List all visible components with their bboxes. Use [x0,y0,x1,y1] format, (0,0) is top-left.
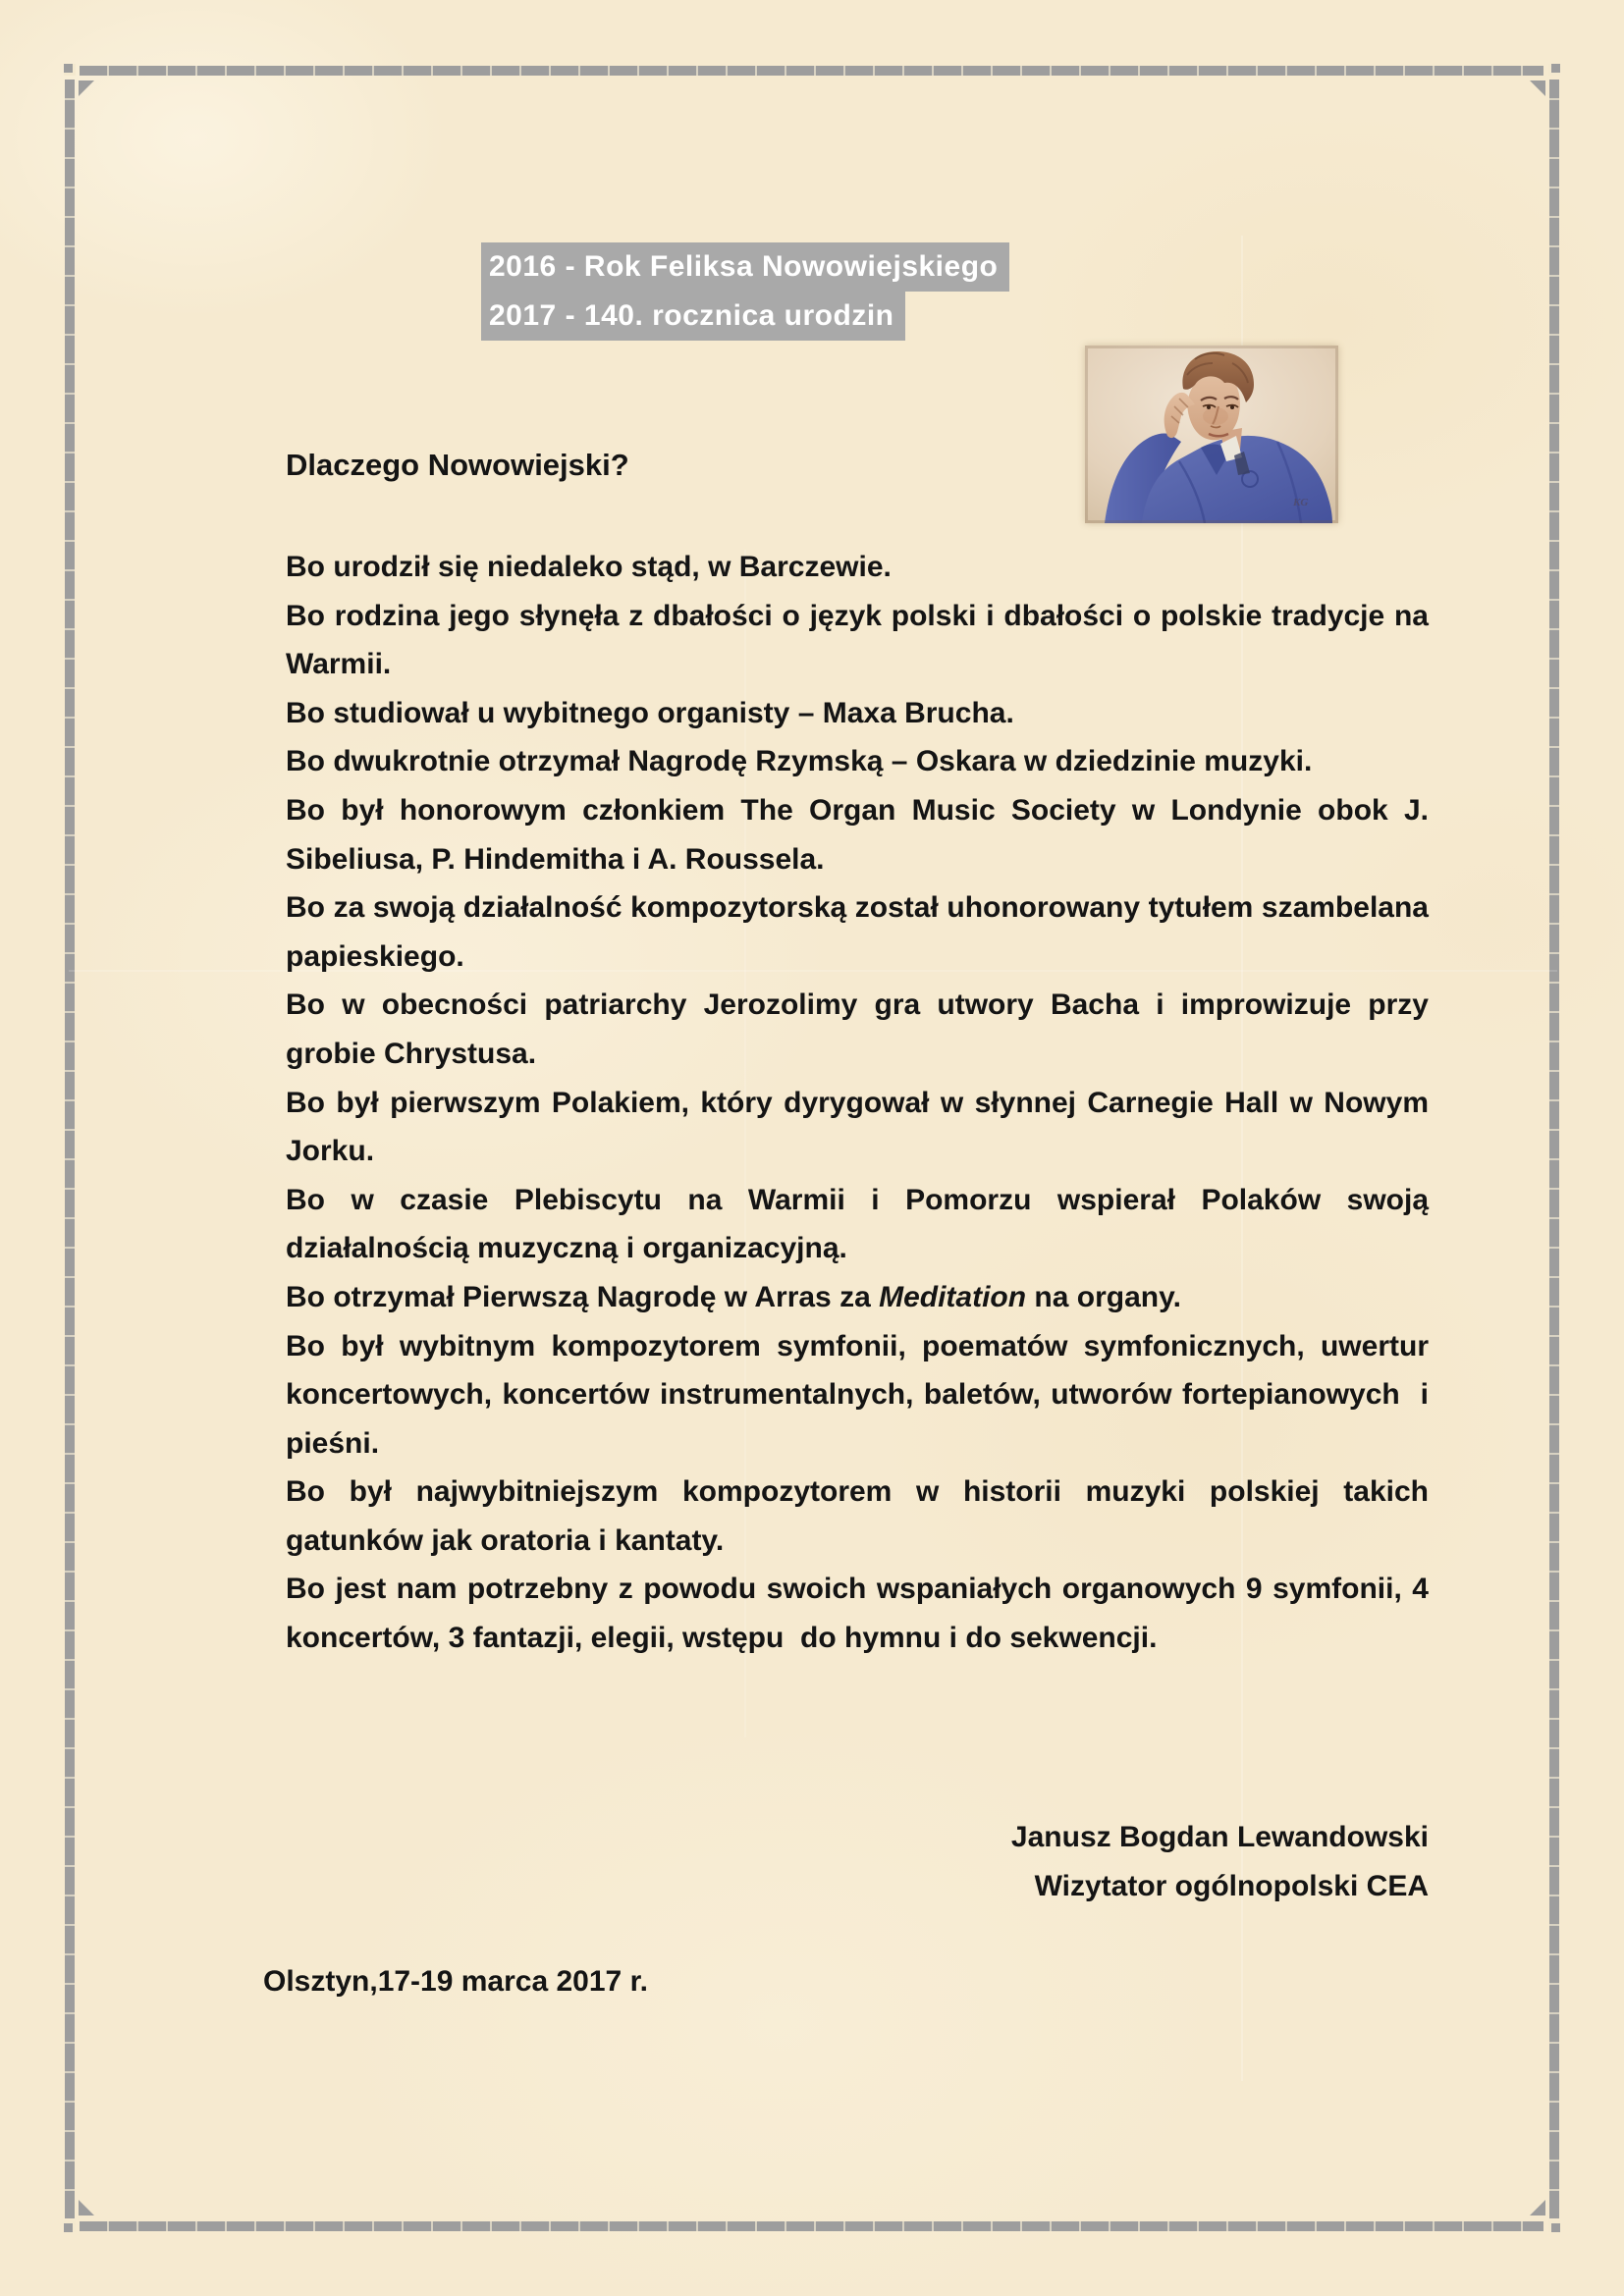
signature-name: Janusz Bogdan Lewandowski [1010,1821,1429,1853]
reason-text: Bo w czasie Plebiscytu na Warmii i Pomorzu wspierał Polaków swoją działalnością muzyczną i organizacyjną. [286,1183,1429,1265]
reason-text: na organy. [1026,1280,1181,1313]
border-corner-square-bottom-right [1548,2220,1560,2232]
reason-paragraph [286,786,1429,883]
reason-paragraph [286,1273,1429,1322]
reason-text: Bo studiował u wybitnego organisty – Maxa Brucha. [286,696,1014,729]
page-border-right [1549,80,1559,2218]
reason-text: Bo dwukrotnie otrzymał Nagrodę Rzymską – Oskara w dziedzinie muzyki. [286,745,1313,778]
border-corner-square-top-right [1548,64,1560,76]
header-line-year-2017: 2017 - 140. rocznica urodzin [481,292,905,341]
reason-paragraph [286,689,1429,738]
page-border-left [65,80,75,2218]
page-title: Dlaczego Nowowiejski? [286,448,629,482]
reason-paragraph [286,1322,1429,1468]
reason-paragraph [286,1176,1429,1273]
portrait-image [1085,346,1338,523]
reason-paragraph [286,1079,1429,1176]
page-border-bottom [80,2221,1543,2231]
page-border-top [80,66,1543,76]
reason-text: Bo rodzina jego słynęła z dbałości o język polski i dbałości o polskie tradycje na Warmii. [286,599,1429,681]
reason-text: Bo był honorowym członkiem The Organ Music Society w Londynie obok J. Sibeliusa, P. Hindemitha i A. Roussela. [286,793,1429,876]
reasons-list [286,543,1429,1663]
reason-text: Bo jest nam potrzebny z powodu swoich wspaniałych organowych 9 symfonii, 4 koncertów, 3 fantazji, elegii, wstępu do hymnu i do sekwencji. [286,1573,1429,1655]
border-corner-square-bottom-left [64,2220,76,2232]
reason-text: Bo w obecności patriarchy Jerozolimy gra utwory Bacha i improwizuje przy grobie Chrystusa. [286,988,1429,1070]
place-date-line: Olsztyn,17-19 marca 2017 r. [263,1965,648,1998]
border-corner-triangle-bottom-left [79,2200,94,2216]
artist-mark: KG [1293,497,1309,508]
border-corner-triangle-bottom-right [1530,2200,1545,2216]
signature-title: Wizytator ogólnopolski CEA [1034,1869,1429,1902]
border-corner-square-top-left [64,64,76,76]
reason-paragraph [286,1565,1429,1662]
header-highlight-block [481,242,1009,341]
reason-paragraph [286,981,1429,1078]
reason-text: Bo był wybitnym kompozytorem symfonii, poematów symfonicznych, uwertur koncertowych, koncertów instrumentalnych, baletów, utworów fortepianowych i pieśni. [286,1329,1429,1460]
reason-text: Bo otrzymał Pierwszą Nagrodę w Arras za [286,1280,880,1313]
reason-text: Bo był pierwszym Polakiem, który dyrygował w słynnej Carnegie Hall w Nowym Jorku. [286,1086,1429,1168]
reason-paragraph [286,592,1429,689]
border-corner-triangle-top-right [1530,80,1545,96]
reason-paragraph [286,1468,1429,1565]
portrait-drawing [1085,346,1338,523]
reason-text: Bo był najwybitniejszym kompozytorem w historii muzyki polskiej takich gatunków jak oratoria i kantaty. [286,1475,1429,1557]
reason-paragraph [286,883,1429,981]
reason-paragraph [286,737,1429,786]
border-corner-triangle-top-left [79,80,94,96]
reason-text: Bo za swoją działalność kompozytorską został uhonorowany tytułem szambelana papieskiego. [286,891,1429,973]
reason-paragraph [286,543,1429,592]
reason-text: Bo urodził się niedaleko stąd, w Barczewie. [286,551,892,583]
signature-block [286,1813,1429,1910]
header-line-year-2016: 2016 - Rok Feliksa Nowowiejskiego [481,242,1009,292]
reason-text-italic: Meditation [879,1280,1027,1313]
